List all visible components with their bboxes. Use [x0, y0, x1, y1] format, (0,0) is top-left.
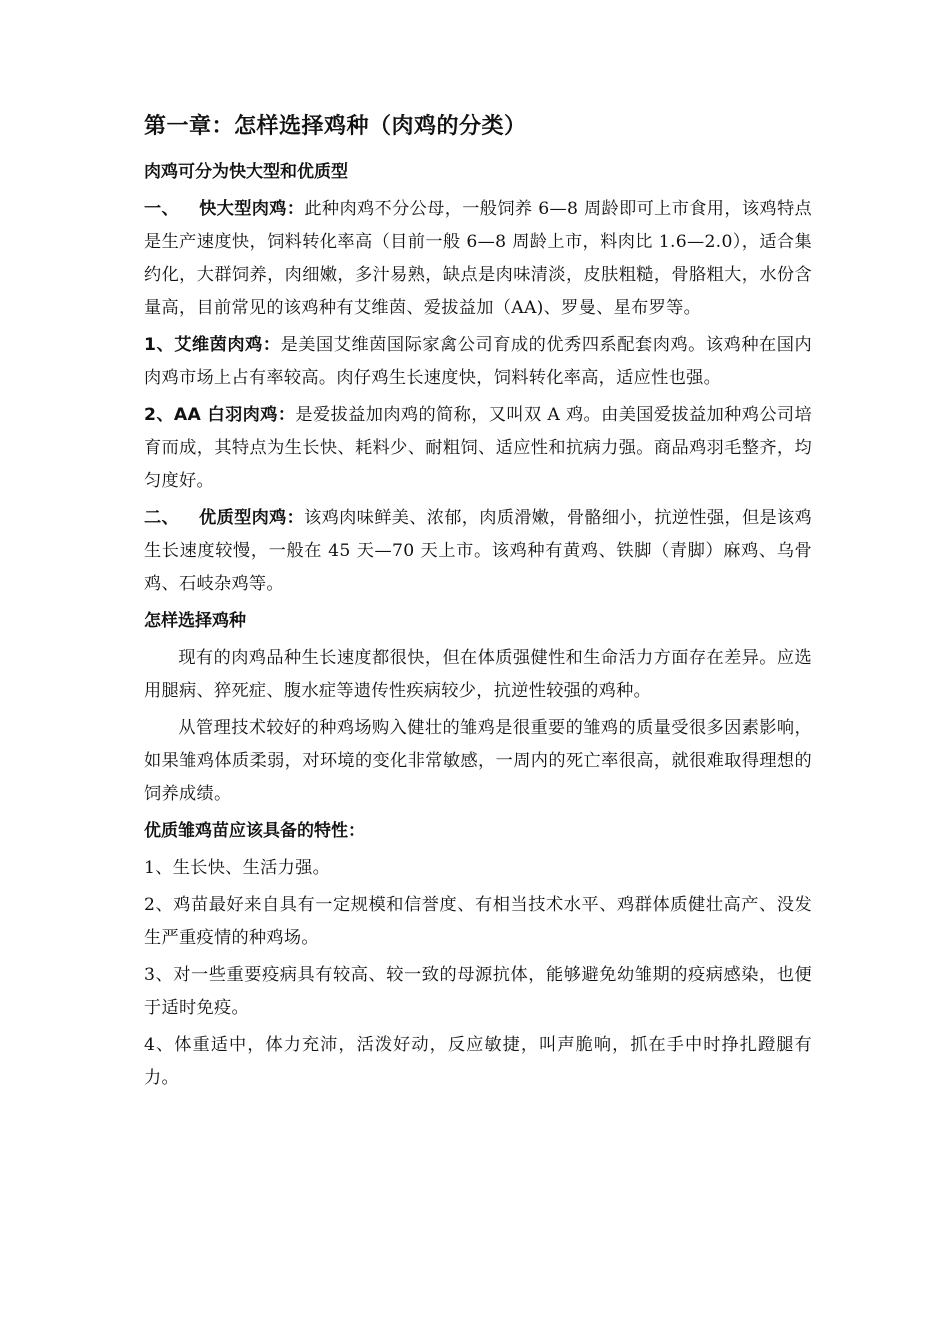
item2-label: 2、AA 白羽肉鸡：	[144, 405, 296, 425]
chapter-title: 第一章：怎样选择鸡种（肉鸡的分类）	[144, 114, 527, 139]
trait-item: 1、生长快、生活力强。	[144, 858, 331, 878]
document-body	[144, 112, 812, 1099]
trait-item: 3、对一些重要疫病具有较高、较一致的母源抗体，能够避免幼雏期的疫病感染，也便于适时免疫。	[144, 965, 812, 1018]
quality-chick-heading: 优质雏鸡苗应该具备的特性：	[144, 821, 365, 841]
trait-item: 4、体重适中，体力充沛，活泼好动，反应敏捷，叫声脆响，抓在手中时挣扎蹬腿有力。	[144, 1035, 812, 1088]
paragraph-breed-vitality: 现有的肉鸡品种生长速度都很快，但在体质强健性和生命活力方面存在差异。应选用腿病、猝死症、腹水症等遗传性疾病较少，抗逆性较强的鸡种。	[144, 648, 812, 701]
section-quality	[144, 502, 812, 601]
item2-text: 是爱拔益加肉鸡的简称，又叫双 A 鸡。由美国爱拔益加种鸡公司培育而成，其特点为生长快、耗料少、耐粗饲、适应性和抗病力强。商品鸡羽毛整齐，均匀度好。	[144, 405, 812, 491]
section1-label: 快大型肉鸡：	[199, 199, 305, 219]
item-avian-broiler	[144, 329, 812, 395]
paragraph-chick-source: 从管理技术较好的种鸡场购入健壮的雏鸡是很重要的雏鸡的质量受很多因素影响，如果雏鸡体质柔弱，对环境的变化非常敏感，一周内的死亡率很高，就很难取得理想的饲养成绩。	[144, 718, 812, 804]
section2-number: 二、	[144, 508, 180, 528]
section2-text: 该鸡肉味鲜美、浓郁，肉质滑嫩，骨骼细小，抗逆性强，但是该鸡生长速度较慢，一般在 45 天—70 天上市。该鸡种有黄鸡、铁脚（青脚）麻鸡、乌骨鸡、石岐杂鸡等。	[144, 508, 812, 594]
item1-text: 是美国艾维茵国际家禽公司育成的优秀四系配套肉鸡。该鸡种在国内肉鸡市场上占有率较高。肉仔鸡生长速度快，饲料转化率高，适应性也强。	[144, 335, 812, 388]
item-aa-broiler	[144, 399, 812, 498]
choose-breed-heading: 怎样选择鸡种	[144, 611, 246, 631]
section1-number: 一、	[144, 199, 180, 219]
trait-item: 2、鸡苗最好来自具有一定规模和信誉度、有相当技术水平、鸡群体质健壮高产、没发生严重疫情的种鸡场。	[144, 895, 812, 948]
section2-label: 优质型肉鸡：	[199, 508, 305, 528]
section1-text: 此种肉鸡不分公母，一般饲养 6—8 周龄即可上市食用，该鸡特点是生产速度快，饲料转化率高（目前一般 6—8 周龄上市，料肉比 1.6—2.0），适合集约化，大群饲养，肉细嫩，多汁易熟，缺点是肉味清淡，皮肤粗糙，骨胳粗大，水份含量高，目前常见的该鸡种有艾维茵、爱拔益加（AA)、罗曼、星布罗等。	[144, 199, 812, 318]
intro-heading: 肉鸡可分为快大型和优质型	[144, 162, 348, 182]
item1-label: 1、艾维茵肉鸡：	[144, 335, 281, 355]
section-fast-growing	[144, 193, 812, 325]
